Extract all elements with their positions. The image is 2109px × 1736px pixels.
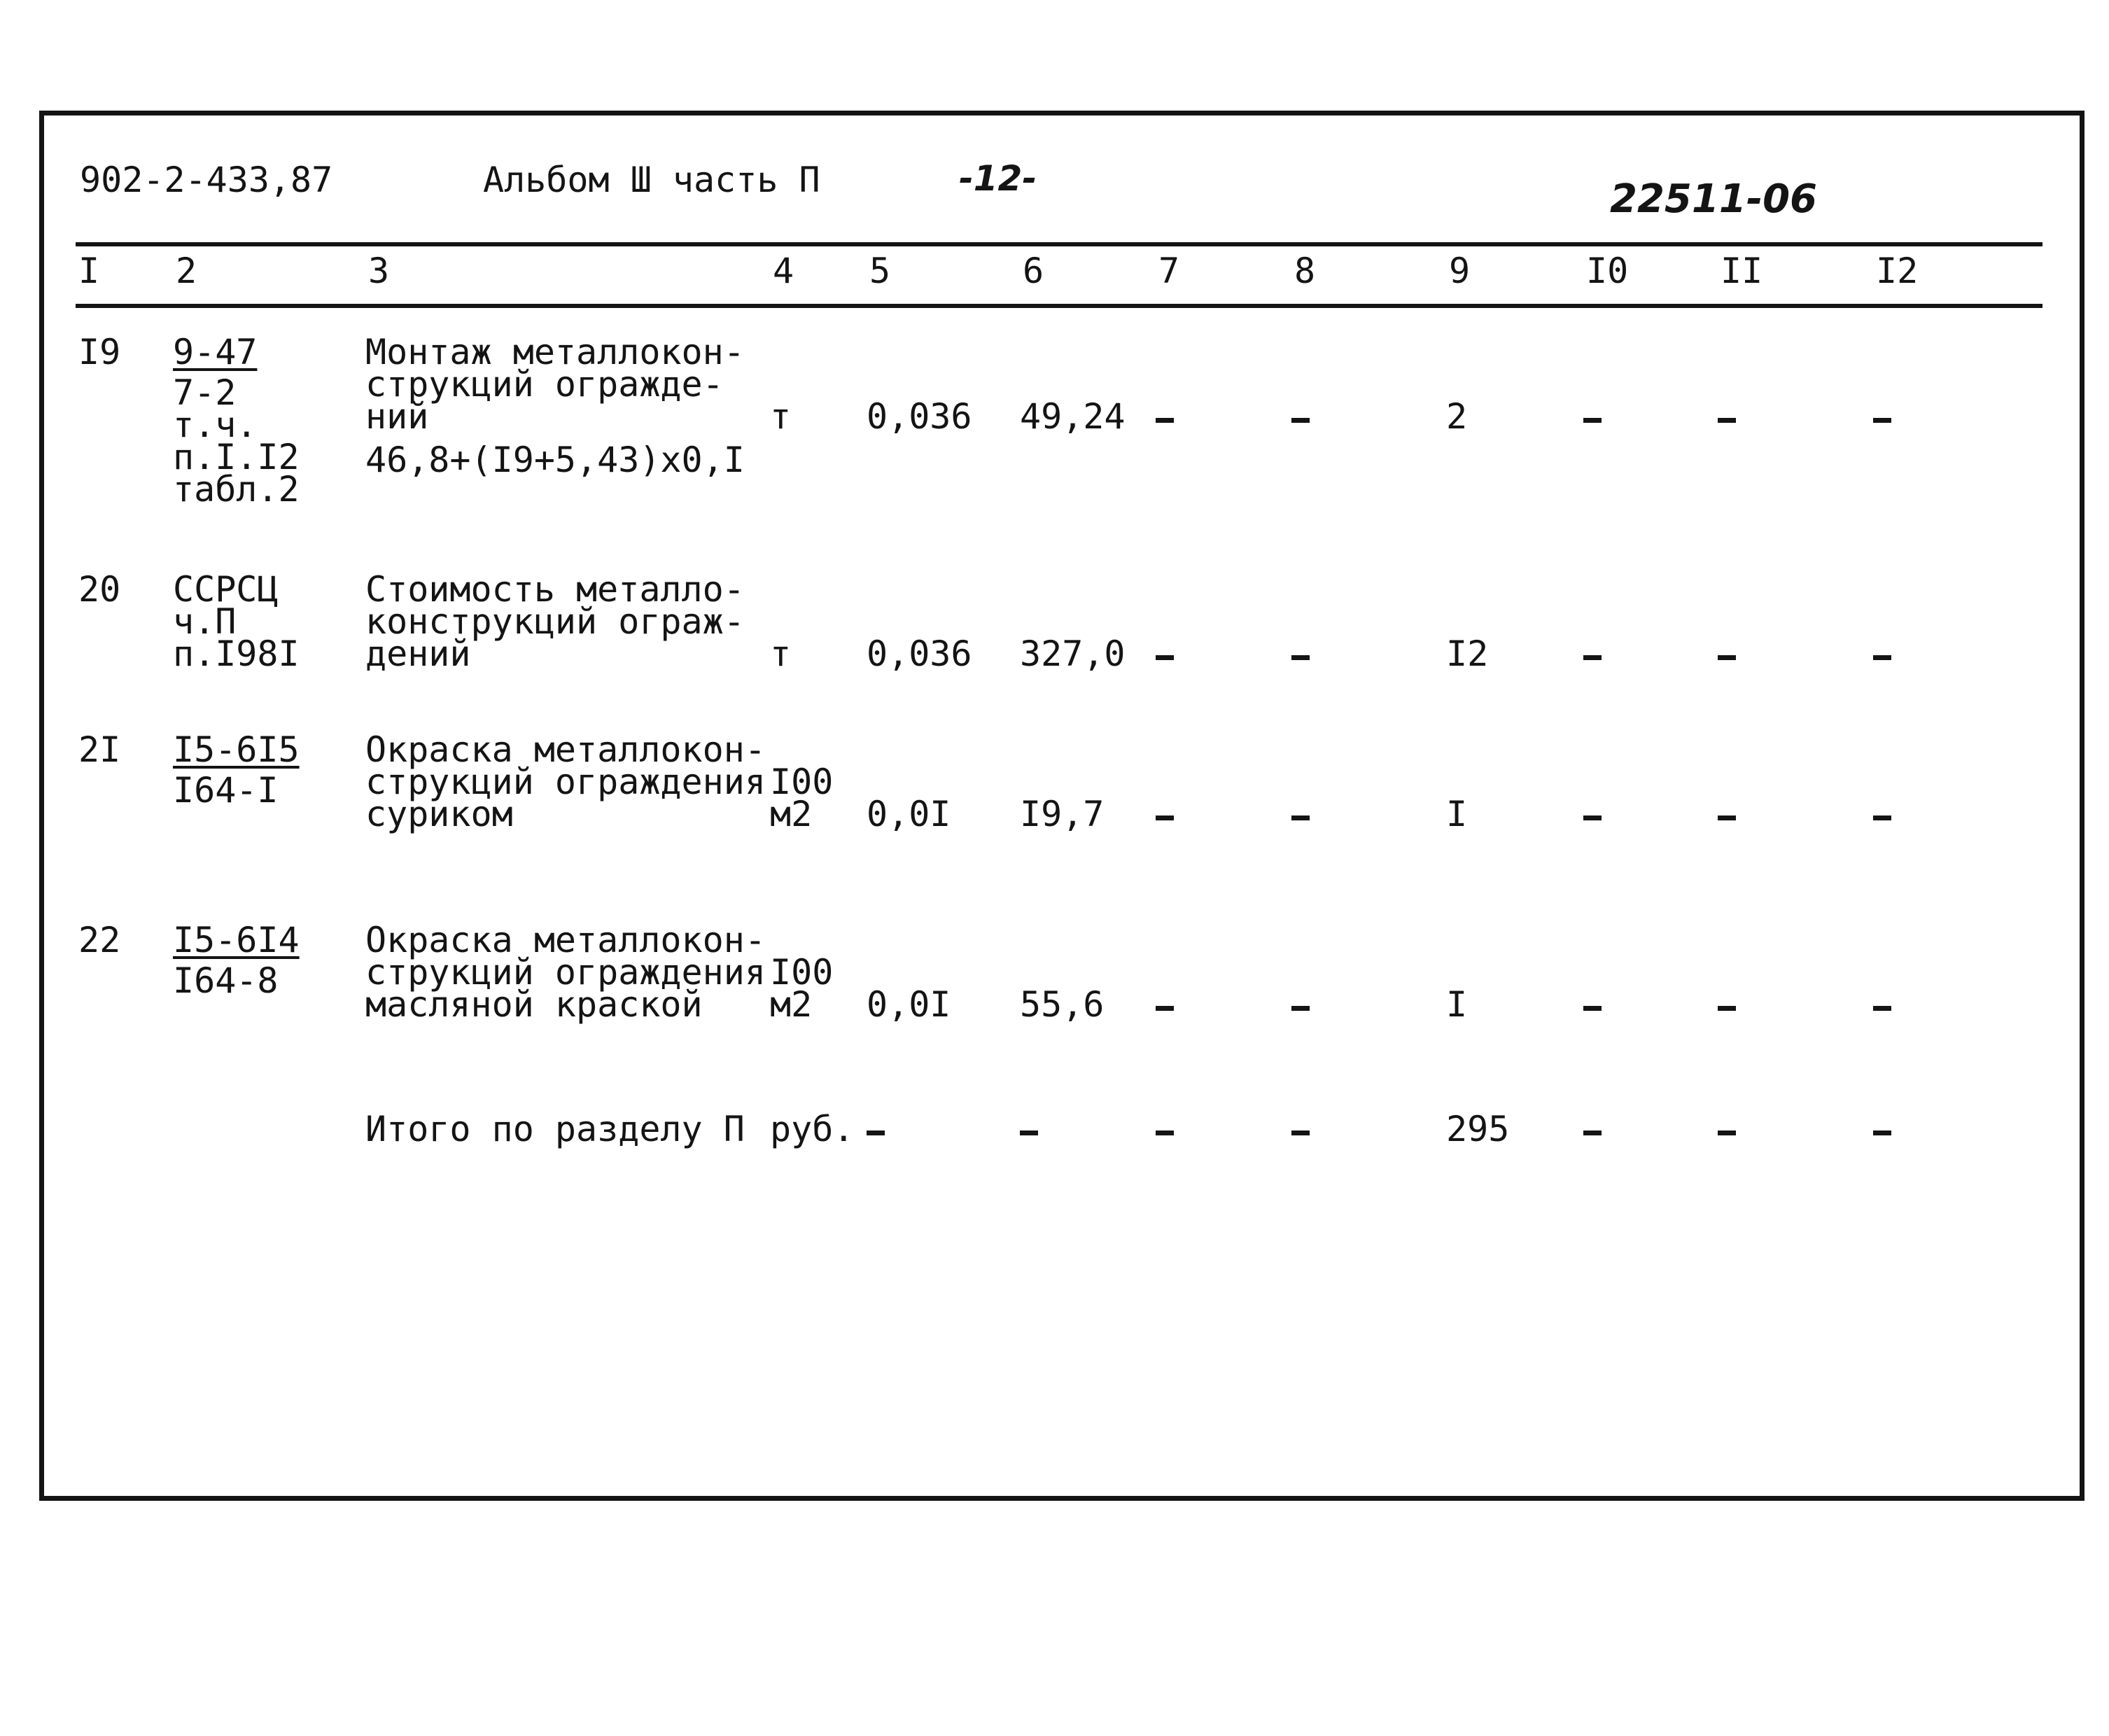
work-description-line: Окраска металлокон- <box>365 729 766 770</box>
dash-mark <box>1156 418 1174 423</box>
col-7-value <box>1156 799 1174 832</box>
album-title: Альбом Ш часть П <box>483 160 820 200</box>
unit-price-value: 327,0 <box>1020 634 1126 674</box>
total-cost-value: I <box>1446 794 1468 834</box>
total-col-11 <box>1718 1114 1736 1147</box>
inventory-number: 22511-06 <box>1610 176 1817 222</box>
column-header-10: I0 <box>1586 251 1629 291</box>
unit-line: м2 <box>770 984 813 1025</box>
norm-reference-line: ССРСЦ <box>173 569 279 610</box>
total-cost-value: I <box>1446 984 1468 1025</box>
column-header-12: I2 <box>1876 251 1919 291</box>
row-number: 22 <box>78 920 121 960</box>
quantity-value: 0,036 <box>867 634 972 674</box>
col-10-value <box>1583 990 1602 1022</box>
col-12-value <box>1873 402 1891 434</box>
column-header-7: 7 <box>1158 251 1180 291</box>
dash-mark <box>1873 418 1891 423</box>
quantity-value: 0,036 <box>867 396 972 437</box>
col-7-value <box>1156 990 1174 1022</box>
col-11-value <box>1718 990 1736 1022</box>
work-description-line: суриком <box>365 794 513 834</box>
dash-mark <box>1583 1006 1602 1011</box>
dash-mark <box>1583 816 1602 820</box>
dash-mark <box>1873 816 1891 820</box>
col-11-value <box>1718 639 1736 671</box>
column-header-3: 3 <box>368 251 390 291</box>
work-description-line: Окраска металлокон- <box>365 920 766 960</box>
unit-line: I00 <box>770 762 834 802</box>
col-7-value <box>1156 402 1174 434</box>
total-col-8 <box>1291 1114 1310 1147</box>
dash-mark <box>1873 1006 1891 1011</box>
quantity-formula: 46,8+(I9+5,43)x0,I <box>365 440 745 480</box>
work-description-line: струкций огражде- <box>365 364 724 405</box>
norm-reference-line: п.I.I2 <box>173 437 300 477</box>
column-header-11: II <box>1721 251 1763 291</box>
col-8-value <box>1291 799 1310 832</box>
dash-mark <box>1583 1130 1602 1135</box>
total-col-12 <box>1873 1114 1891 1147</box>
dash-mark <box>1718 655 1736 660</box>
dash-mark <box>1718 1130 1736 1135</box>
col-8-value <box>1291 639 1310 671</box>
norm-reference-line: I64-8 <box>173 960 279 1001</box>
work-description-line: масляной краской <box>365 984 703 1025</box>
column-header-8: 8 <box>1294 251 1316 291</box>
work-description-line: Монтаж металлокон- <box>365 332 745 372</box>
norm-reference-main: I5-6I5 <box>173 729 300 770</box>
unit-price-value: 55,6 <box>1020 984 1105 1025</box>
norm-reference-line: 7-2 <box>173 372 237 413</box>
work-description-line: струкций ограждения <box>365 762 766 802</box>
col-11-value <box>1718 799 1736 832</box>
work-description-line: дений <box>365 634 471 674</box>
dash-mark <box>1718 816 1736 820</box>
dash-mark <box>867 1130 885 1135</box>
quantity-value: 0,0I <box>867 984 951 1025</box>
work-description-line: Стоимость металло- <box>365 569 745 610</box>
col-10-value <box>1583 639 1602 671</box>
dash-mark <box>1873 1130 1891 1135</box>
col-8-value <box>1291 402 1310 434</box>
total-label: Итого по разделу П <box>365 1109 745 1149</box>
doc-code: 902-2-433,87 <box>80 160 333 200</box>
dash-mark <box>1583 418 1602 423</box>
unit-line: I00 <box>770 952 834 993</box>
col-12-value <box>1873 639 1891 671</box>
row-number: 20 <box>78 569 121 610</box>
column-header-5: 5 <box>869 251 891 291</box>
quantity-value: 0,0I <box>867 794 951 834</box>
work-description-line: струкций ограждения <box>365 952 766 993</box>
column-header-6: 6 <box>1023 251 1044 291</box>
total-col-10 <box>1583 1114 1602 1147</box>
norm-reference-main: I5-6I4 <box>173 920 300 960</box>
col-11-value <box>1718 402 1736 434</box>
dash-mark <box>1291 418 1310 423</box>
work-description-line: конструкций ограж- <box>365 601 745 642</box>
dash-mark <box>1291 655 1310 660</box>
dash-mark <box>1156 1006 1174 1011</box>
norm-reference-line: I64-I <box>173 770 279 811</box>
dash-mark <box>1156 655 1174 660</box>
column-header-9: 9 <box>1449 251 1471 291</box>
norm-reference-line: ч.П <box>173 601 237 642</box>
total-col-5 <box>867 1114 885 1147</box>
unit-price-value: 49,24 <box>1020 396 1126 437</box>
norm-reference-line: т.ч. <box>173 405 258 445</box>
unit-line: м2 <box>770 794 813 834</box>
dash-mark <box>1583 655 1602 660</box>
total-cost-value: I2 <box>1446 634 1489 674</box>
total-col-9: 295 <box>1446 1109 1510 1149</box>
unit-price-value: I9,7 <box>1020 794 1105 834</box>
dash-mark <box>1291 816 1310 820</box>
page-number: -12- <box>959 158 1037 199</box>
col-10-value <box>1583 799 1602 832</box>
dash-mark <box>1291 1130 1310 1135</box>
header-rule-top <box>76 242 2043 246</box>
header-rule-bottom <box>76 304 2043 308</box>
column-header-1: I <box>78 251 100 291</box>
norm-reference-line: табл.2 <box>173 469 300 510</box>
col-12-value <box>1873 799 1891 832</box>
unit-line: т <box>770 396 792 437</box>
total-col-6 <box>1020 1114 1038 1147</box>
norm-reference-line: п.I98I <box>173 634 300 674</box>
dash-mark <box>1718 418 1736 423</box>
col-8-value <box>1291 990 1310 1022</box>
dash-mark <box>1156 816 1174 820</box>
total-unit: руб. <box>770 1109 855 1149</box>
dash-mark <box>1718 1006 1736 1011</box>
dash-mark <box>1873 655 1891 660</box>
col-10-value <box>1583 402 1602 434</box>
row-number: I9 <box>78 332 121 372</box>
work-description-line: ний <box>365 396 429 437</box>
column-header-2: 2 <box>176 251 197 291</box>
norm-reference-main: 9-47 <box>173 332 258 372</box>
unit-line: т <box>770 634 792 674</box>
total-cost-value: 2 <box>1446 396 1468 437</box>
row-number: 2I <box>78 729 121 770</box>
dash-mark <box>1020 1130 1038 1135</box>
col-7-value <box>1156 639 1174 671</box>
col-12-value <box>1873 990 1891 1022</box>
dash-mark <box>1291 1006 1310 1011</box>
dash-mark <box>1156 1130 1174 1135</box>
total-col-7 <box>1156 1114 1174 1147</box>
column-header-4: 4 <box>773 251 794 291</box>
